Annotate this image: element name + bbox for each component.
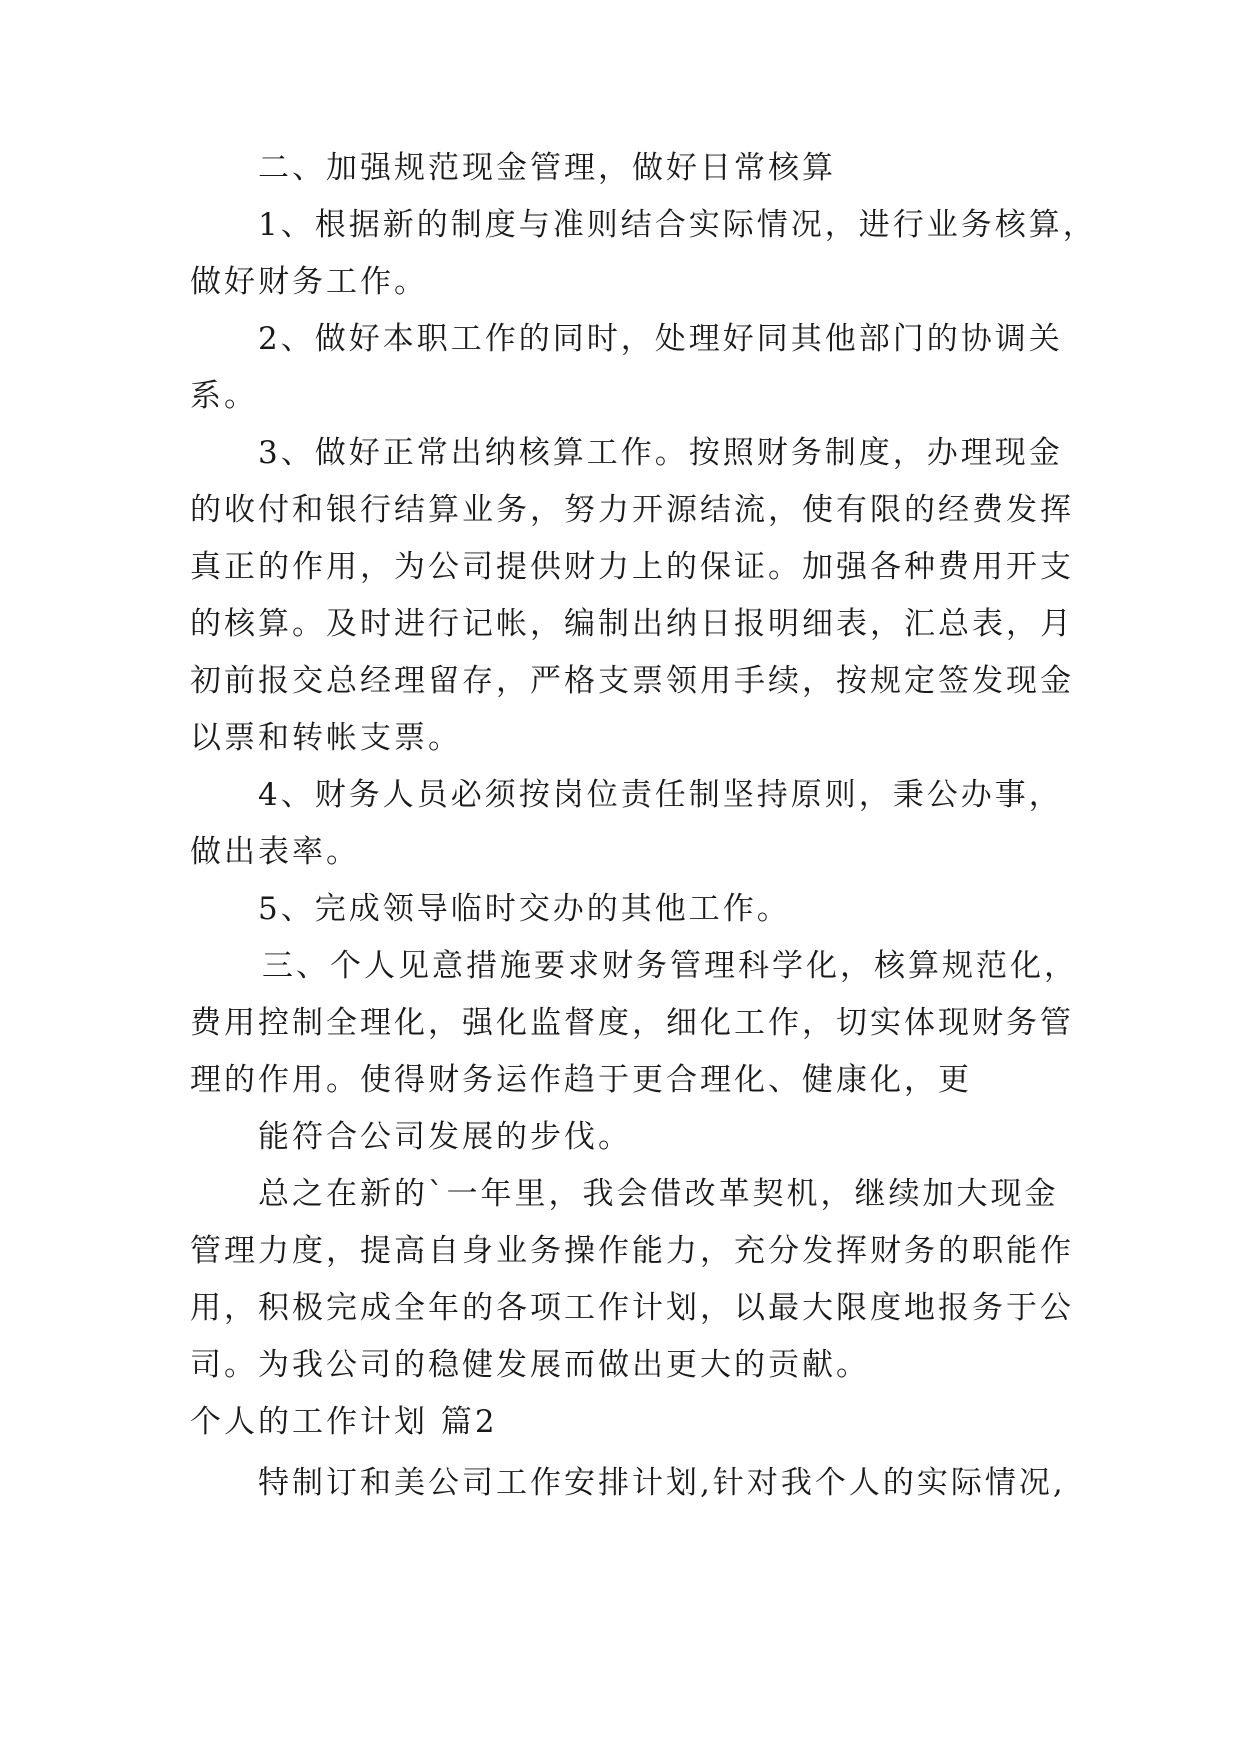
paragraph-line: 4、财务人员必须按岗位责任制坚持原则，秉公办事， bbox=[258, 777, 1063, 813]
paragraph-line: 特制订和美公司工作安排计划,针对我个人的实际情况, bbox=[258, 1465, 1066, 1501]
paragraph-line: 总之在新的`一年里，我会借改革契机，继续加大现金 bbox=[258, 1176, 1059, 1212]
paragraph-line: 5、完成领导临时交办的其他工作。 bbox=[258, 891, 791, 927]
paragraph-line: 1、根据新的制度与准则结合实际情况，进行业务核算， bbox=[258, 207, 1097, 243]
paragraph-line: 系。 bbox=[190, 378, 258, 414]
article-title: 个人的工作计划 篇2 bbox=[190, 1404, 498, 1440]
paragraph-line: 初前报交总经理留存，严格支票领用手续，按规定签发现金 bbox=[190, 663, 1074, 699]
paragraph-line: 做好财务工作。 bbox=[190, 264, 428, 300]
section-heading-2: 二、加强规范现金管理，做好日常核算 bbox=[258, 150, 836, 186]
paragraph-line: 的核算。及时进行记帐，编制出纳日报明细表，汇总表，月 bbox=[190, 606, 1074, 642]
paragraph-line: 管理力度，提高自身业务操作能力，充分发挥财务的职能作 bbox=[190, 1233, 1074, 1269]
paragraph-line: 司。为我公司的稳健发展而做出更大的贡献。 bbox=[190, 1347, 870, 1383]
paragraph-line: 的收付和银行结算业务，努力开源结流，使有限的经费发挥 bbox=[190, 492, 1074, 528]
paragraph-line: 2、做好本职工作的同时，处理好同其他部门的协调关 bbox=[258, 321, 1063, 357]
paragraph-line: 用，积极完成全年的各项工作计划，以最大限度地报务于公 bbox=[190, 1290, 1074, 1326]
paragraph-line: 3、做好正常出纳核算工作。按照财务制度，办理现金 bbox=[258, 435, 1063, 471]
section-heading-3: 三、个人见意措施要求财务管理科学化，核算规范化， bbox=[262, 948, 1078, 984]
paragraph-line: 真正的作用，为公司提供财力上的保证。加强各种费用开支 bbox=[190, 549, 1074, 585]
paragraph-line: 以票和转帐支票。 bbox=[190, 720, 462, 756]
paragraph-line: 做出表率。 bbox=[190, 834, 360, 870]
paragraph-line: 能符合公司发展的步伐。 bbox=[258, 1119, 632, 1155]
paragraph-line: 费用控制全理化，强化监督度，细化工作，切实体现财务管 bbox=[190, 1005, 1074, 1041]
paragraph-line: 理的作用。使得财务运作趋于更合理化、健康化，更 bbox=[190, 1062, 972, 1098]
